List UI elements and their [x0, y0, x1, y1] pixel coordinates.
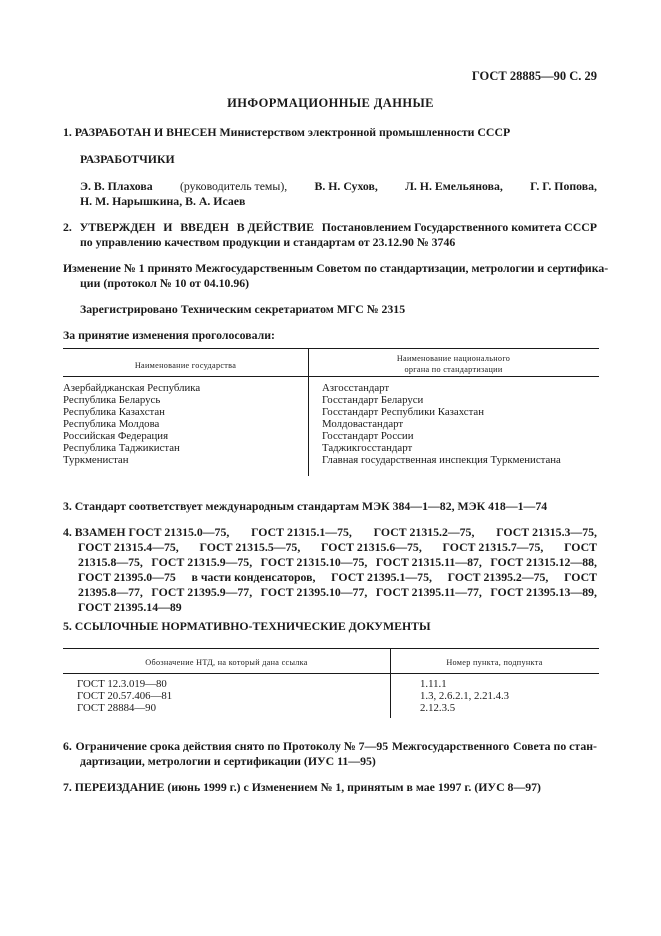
section-6-part: Совета по стан- [513, 739, 597, 753]
table-row: Республика Таджикистан [63, 442, 180, 454]
section-4-item: ГОСТ 21395.1—75, [331, 570, 432, 584]
page-header: ГОСТ 28885—90 С. 29 [471, 69, 597, 83]
section-4-item: ГОСТ 21315.7—75, [442, 540, 544, 554]
section-4-item: ГОСТ 21315.10—75, [260, 555, 368, 569]
section-4-item: ГОСТ 21395.11—77, [375, 585, 482, 599]
section-4-item: 21395.8—77, [78, 585, 143, 599]
ref-table-header-doc: Обозначение НТД, на который дана ссылка [145, 658, 308, 667]
table-row: ГОСТ 12.3.019—80 [77, 678, 167, 690]
section-2-decree: Постановлением Государственного комитета СССР [321, 220, 597, 234]
table-row: 2.12.3.5 [420, 702, 456, 714]
developers-line-2: Н. М. Нарышкина, В. А. Исаев [80, 194, 246, 208]
section-4-item: ГОСТ [564, 570, 597, 584]
ref-table-header-rule [63, 673, 599, 674]
table-row: Азгосстандарт [322, 382, 390, 394]
section-4-item: ГОСТ 21315.5—75, [199, 540, 301, 554]
vote-table-header-body-line-1: Наименование национального [396, 354, 511, 363]
section-4-item: ГОСТ 21315.3—75, [496, 525, 597, 539]
vote-table-top-rule [63, 348, 599, 349]
table-row: Таджикгосстандарт [322, 442, 413, 454]
section-1-text: Министерством электронной промышленности СССР [219, 125, 511, 139]
developer-3: Л. Н. Емельянова, [405, 179, 503, 193]
section-6-line-2: дартизации, метрологии и сертификации (ИУС 11—95) [80, 754, 376, 768]
vote-table-bodies [322, 382, 599, 466]
section-4-item: ГОСТ 21315.4—75, [78, 540, 179, 554]
table-row: Госстандарт Республики Казахстан [322, 406, 484, 418]
table-row: Главная государственная инспекция Туркменистана [322, 454, 561, 466]
table-row: Республика Молдова [63, 418, 160, 430]
section-4-item: в части конденсаторов, [191, 570, 316, 584]
developer-1: Э. В. Плахова [80, 179, 153, 193]
table-row: Азербайджанская Республика [63, 382, 201, 394]
section-4-item: ГОСТ 21315.1—75, [251, 525, 352, 539]
vote-table-header-body [308, 353, 599, 375]
table-row: Российская Федерация [63, 430, 169, 442]
amendment-line-2: ции (протокол № 10 от 04.10.96) [80, 276, 250, 290]
section-4-line-5 [63, 585, 597, 600]
section-2-line-2: по управлению качеством продукции и стандартам от 23.12.90 № 3746 [80, 235, 456, 249]
section-4 [63, 525, 597, 615]
section-2-word-4: В ДЕЙСТВИЕ [236, 220, 314, 234]
table-row: 1.11.1 [420, 678, 447, 690]
section-2-line-1 [63, 220, 597, 235]
section-2-number: 2. [63, 220, 72, 234]
amendment-line-1: Изменение № 1 принято Межгосударственным Советом по стандартизации, метрологии и сертифика- [63, 261, 609, 275]
developers-line-1 [80, 179, 597, 194]
section-2-word-2: И [163, 220, 173, 234]
section-4-line-3 [63, 555, 597, 570]
ref-table-clauses [420, 678, 590, 714]
section-4-item: ГОСТ 21395.0—75 [78, 570, 176, 584]
table-row: Туркменистан [63, 454, 129, 466]
ref-table-header-clause: Номер пункта, подпункта [446, 658, 543, 667]
section-6-part: Межгосударственного [391, 739, 510, 753]
section-4-item: ГОСТ 21315.6—75, [321, 540, 422, 554]
table-row: ГОСТ 28884—90 [77, 702, 156, 714]
table-row: 1.3, 2.6.2.1, 2.21.4.3 [420, 690, 510, 702]
table-row: ГОСТ 20.57.406—81 [77, 690, 173, 702]
section-2-word-3: ВВЕДЕН [180, 220, 229, 234]
section-4-item: 21315.8—75, [78, 555, 143, 569]
voted-heading: За принятие изменения проголосовали: [63, 328, 275, 342]
section-2-word-1: УТВЕРЖДЕН [79, 220, 156, 234]
developer-4: Г. Г. Попова, [530, 179, 597, 193]
section-4-item: ГОСТ [564, 540, 597, 554]
section-3: 3. Стандарт соответствует международным стандартам МЭК 384—1—82, МЭК 418—1—74 [63, 499, 548, 513]
developers-heading: РАЗРАБОТЧИКИ [80, 152, 175, 166]
section-6-line-1 [63, 739, 597, 754]
section-4-item: ГОСТ 21315.11—87, [375, 555, 482, 569]
section-6-number: 6. [63, 739, 72, 753]
section-6-part: Ограничение срока действия снято по Протоколу № 7—95 [75, 739, 389, 753]
section-4-line-1 [63, 525, 597, 540]
table-row: Республика Казахстан [63, 406, 165, 418]
section-4-item: ГОСТ 21395.2—75, [447, 570, 549, 584]
vote-table-header-country: Наименование государства [134, 361, 237, 370]
vote-table-countries [63, 382, 303, 466]
section-4-item: 4. ВЗАМЕН ГОСТ 21315.0—75, [63, 525, 230, 539]
section-4-line-4 [63, 570, 597, 585]
section-5-heading: 5. ССЫЛОЧНЫЕ НОРМАТИВНО-ТЕХНИЧЕСКИЕ ДОКУМЕНТЫ [63, 619, 431, 633]
vote-table-header-body-line-2: органа по стандартизации [404, 365, 503, 374]
section-4-item: ГОСТ 21395.13—89, [490, 585, 597, 599]
table-row: Госстандарт России [322, 430, 414, 442]
section-4-item: ГОСТ 21395.10—77, [260, 585, 368, 599]
registration-note: Зарегистрировано Техническим секретариатом МГС № 2315 [80, 302, 406, 316]
developer-2: В. Н. Сухов, [314, 179, 378, 193]
section-7: 7. ПЕРЕИЗДАНИЕ (июнь 1999 г.) с Изменением № 1, принятым в мае 1997 г. (ИУС 8—97) [63, 780, 541, 794]
section-4-line-2 [63, 540, 597, 555]
section-1-label: 1. РАЗРАБОТАН И ВНЕСЕН [63, 125, 217, 139]
ref-table-top-rule [63, 648, 599, 649]
section-1 [63, 125, 603, 140]
ref-table-docs [77, 678, 377, 714]
table-row: Республика Беларусь [63, 394, 161, 406]
vote-table-header-rule [63, 376, 599, 377]
page-title: ИНФОРМАЦИОННЫЕ ДАННЫЕ [227, 96, 434, 110]
section-4-item: ГОСТ 21315.2—75, [373, 525, 475, 539]
table-row: Госстандарт Беларуси [322, 394, 424, 406]
section-4-item: ГОСТ 21315.9—75, [151, 555, 253, 569]
section-4-item: ГОСТ 21395.9—77, [151, 585, 253, 599]
section-4-line-6: ГОСТ 21395.14—89 [78, 600, 182, 614]
section-4-item: ГОСТ 21315.12—88, [490, 555, 597, 569]
table-row: Молдовастандарт [322, 418, 404, 430]
developer-1-role: (руководитель темы), [179, 179, 288, 193]
